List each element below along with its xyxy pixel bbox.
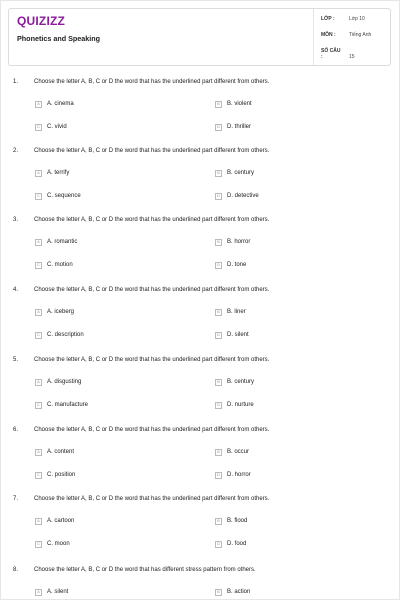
meta-count-value: 15 bbox=[349, 54, 355, 60]
question-text: Choose the letter A, B, C or D the word that has different stress pattern from others. bbox=[34, 567, 256, 573]
answer-option-a[interactable] bbox=[35, 377, 81, 387]
option-text: A. terrify bbox=[47, 170, 70, 176]
option-text: C. description bbox=[47, 332, 84, 338]
question-text: Choose the letter A, B, C or D the word that has the underlined part different from others. bbox=[34, 217, 270, 223]
question-text: Choose the letter A, B, C or D the word that has the underlined part different from others. bbox=[34, 148, 270, 154]
answer-option-d[interactable] bbox=[215, 470, 251, 480]
option-text: C. vivid bbox=[47, 124, 67, 130]
answer-option-c[interactable] bbox=[35, 260, 73, 270]
option-letter-box[interactable]: B bbox=[215, 170, 222, 177]
option-letter-box[interactable]: D bbox=[215, 193, 222, 200]
answer-option-a[interactable] bbox=[35, 99, 74, 109]
option-text: D. silent bbox=[227, 332, 249, 338]
question-number: 7. bbox=[13, 496, 19, 502]
option-letter-box[interactable]: D bbox=[215, 262, 222, 269]
answer-option-b[interactable] bbox=[215, 237, 250, 247]
option-text: B. century bbox=[227, 379, 255, 385]
meta-count-label: SỐ CÂU : bbox=[321, 48, 341, 60]
answer-option-a[interactable] bbox=[35, 307, 74, 317]
option-letter-box[interactable]: A bbox=[35, 239, 42, 246]
answer-option-c[interactable] bbox=[35, 539, 70, 549]
option-text: B. flood bbox=[227, 518, 248, 524]
option-text: D. tone bbox=[227, 262, 247, 268]
option-letter-box[interactable]: A bbox=[35, 101, 42, 108]
header-divider bbox=[313, 9, 314, 65]
option-text: B. action bbox=[227, 589, 251, 595]
option-text: D. detective bbox=[227, 193, 259, 199]
option-letter-box[interactable]: B bbox=[215, 309, 222, 316]
answer-option-d[interactable] bbox=[215, 260, 246, 270]
option-letter-box[interactable]: B bbox=[215, 101, 222, 108]
question-text: Choose the letter A, B, C or D the word that has the underlined part different from others. bbox=[34, 427, 270, 433]
option-text: D. nurture bbox=[227, 402, 254, 408]
option-text: A. disgusting bbox=[47, 379, 82, 385]
quizizz-logo: QUIZIZZ bbox=[17, 14, 66, 28]
option-text: B. occur bbox=[227, 449, 250, 455]
meta-count bbox=[321, 48, 355, 60]
option-letter-box[interactable]: A bbox=[35, 589, 42, 596]
option-letter-box[interactable]: C bbox=[35, 262, 42, 269]
answer-option-d[interactable] bbox=[215, 330, 249, 340]
answer-option-c[interactable] bbox=[35, 122, 67, 132]
answer-option-d[interactable] bbox=[215, 191, 259, 201]
answer-option-b[interactable] bbox=[215, 307, 246, 317]
meta-class bbox=[321, 16, 365, 22]
option-text: A. content bbox=[47, 449, 75, 455]
option-letter-box[interactable]: A bbox=[35, 170, 42, 177]
answer-option-b[interactable] bbox=[215, 99, 252, 109]
question-text: Choose the letter A, B, C or D the word that has the underlined part different from others. bbox=[34, 357, 270, 363]
answer-option-b[interactable] bbox=[215, 516, 247, 526]
worksheet-header bbox=[8, 8, 391, 66]
option-letter-box[interactable]: C bbox=[35, 193, 42, 200]
option-text: D. food bbox=[227, 541, 247, 547]
option-letter-box[interactable]: A bbox=[35, 449, 42, 456]
option-text: B. liner bbox=[227, 309, 246, 315]
answer-option-d[interactable] bbox=[215, 400, 254, 410]
option-text: A. iceberg bbox=[47, 309, 75, 315]
option-letter-box[interactable]: D bbox=[215, 124, 222, 131]
answer-option-a[interactable] bbox=[35, 237, 77, 247]
option-text: C. motion bbox=[47, 262, 73, 268]
answer-option-a[interactable] bbox=[35, 516, 74, 526]
worksheet-title: Phonetics and Speaking bbox=[17, 34, 101, 43]
answer-option-a[interactable] bbox=[35, 447, 74, 457]
option-text: A. cartoon bbox=[47, 518, 75, 524]
meta-class-value: Lớp 10 bbox=[349, 16, 365, 22]
question-number: 6. bbox=[13, 427, 19, 433]
answer-option-c[interactable] bbox=[35, 400, 88, 410]
question-text: Choose the letter A, B, C or D the word that has the underlined part different from others. bbox=[34, 287, 270, 293]
answer-option-d[interactable] bbox=[215, 539, 246, 549]
option-text: A. silent bbox=[47, 589, 69, 595]
question-number: 2. bbox=[13, 148, 19, 154]
option-text: B. violent bbox=[227, 101, 252, 107]
meta-subject bbox=[321, 32, 371, 38]
answer-option-c[interactable] bbox=[35, 191, 81, 201]
option-letter-box[interactable]: C bbox=[35, 124, 42, 131]
question-text: Choose the letter A, B, C or D the word that has the underlined part different from others. bbox=[34, 496, 270, 502]
option-letter-box[interactable]: B bbox=[215, 239, 222, 246]
answer-option-c[interactable] bbox=[35, 470, 75, 480]
option-text: C. sequence bbox=[47, 193, 81, 199]
option-letter-box[interactable]: A bbox=[35, 309, 42, 316]
answer-option-b[interactable] bbox=[215, 377, 254, 387]
option-text: D. horror bbox=[227, 472, 251, 478]
option-text: D. thriller bbox=[227, 124, 252, 130]
option-text: B. century bbox=[227, 170, 255, 176]
option-text: A. romantic bbox=[47, 239, 78, 245]
answer-option-b[interactable] bbox=[215, 447, 249, 457]
option-letter-box[interactable]: A bbox=[35, 518, 42, 525]
option-letter-box[interactable]: D bbox=[215, 472, 222, 479]
answer-option-d[interactable] bbox=[215, 122, 251, 132]
option-text: A. cinema bbox=[47, 101, 74, 107]
answer-option-c[interactable] bbox=[35, 330, 84, 340]
option-text: B. horror bbox=[227, 239, 251, 245]
question-text: Choose the letter A, B, C or D the word that has the underlined part different from others. bbox=[34, 79, 270, 85]
answer-option-b[interactable] bbox=[215, 587, 250, 597]
question-number: 3. bbox=[13, 217, 19, 223]
option-letter-box[interactable]: A bbox=[35, 379, 42, 386]
question-number: 5. bbox=[13, 357, 19, 363]
answer-option-b[interactable] bbox=[215, 168, 254, 178]
meta-class-label: LỚP : bbox=[321, 16, 335, 22]
option-letter-box[interactable]: C bbox=[35, 402, 42, 409]
question-number: 1. bbox=[13, 79, 19, 85]
question-number: 4. bbox=[13, 287, 19, 293]
option-text: C. manufacture bbox=[47, 402, 89, 408]
option-letter-box[interactable]: D bbox=[215, 541, 222, 548]
option-letter-box[interactable]: B bbox=[215, 518, 222, 525]
option-letter-box[interactable]: C bbox=[35, 332, 42, 339]
meta-subject-label: MÔN : bbox=[321, 32, 336, 38]
option-text: C. moon bbox=[47, 541, 70, 547]
answer-option-a[interactable] bbox=[35, 587, 68, 597]
question-number: 8. bbox=[13, 567, 19, 573]
option-letter-box[interactable]: B bbox=[215, 379, 222, 386]
option-letter-box[interactable]: B bbox=[215, 449, 222, 456]
meta-subject-value: Tiếng Anh bbox=[349, 32, 372, 38]
option-letter-box[interactable]: C bbox=[35, 541, 42, 548]
option-letter-box[interactable]: C bbox=[35, 472, 42, 479]
option-letter-box[interactable]: D bbox=[215, 332, 222, 339]
answer-option-a[interactable] bbox=[35, 168, 69, 178]
option-text: C. position bbox=[47, 472, 76, 478]
option-letter-box[interactable]: B bbox=[215, 589, 222, 596]
option-letter-box[interactable]: D bbox=[215, 402, 222, 409]
